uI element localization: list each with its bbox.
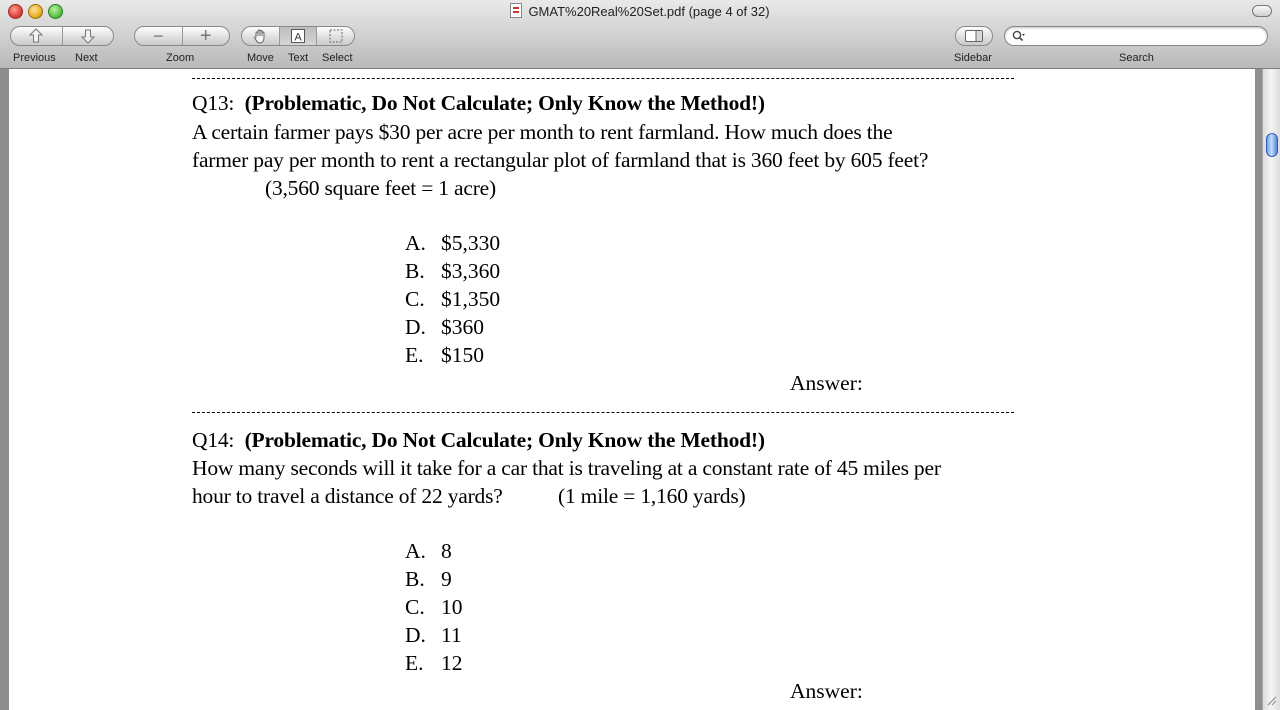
- choice-letter: C.: [405, 287, 425, 311]
- choice-letter: E.: [405, 343, 424, 367]
- move-tool-button[interactable]: [242, 27, 279, 45]
- question-conversion-note: (1 mile = 1,160 yards): [558, 484, 746, 508]
- next-label: Next: [75, 52, 98, 64]
- answer-choice: [405, 287, 500, 312]
- choice-text: $360: [441, 315, 484, 339]
- choice-text: 10: [441, 595, 463, 619]
- separator-line: [192, 78, 1014, 79]
- choice-letter: B.: [405, 567, 425, 591]
- hand-icon: [252, 28, 268, 44]
- text-label: Text: [288, 52, 309, 64]
- choice-letter: D.: [405, 623, 426, 647]
- choice-text: $150: [441, 343, 484, 367]
- answer-choice: [405, 567, 452, 592]
- question-number: Q13:: [192, 91, 235, 115]
- select-tool-button[interactable]: [316, 27, 354, 45]
- answer-choice: [405, 259, 500, 284]
- scrollbar-thumb[interactable]: [1266, 133, 1278, 157]
- tool-mode-control: [241, 26, 355, 46]
- answer-label: Answer:: [790, 679, 863, 703]
- choice-text: 11: [441, 623, 462, 647]
- marquee-select-icon: [328, 28, 344, 44]
- answer-choice: [405, 539, 452, 564]
- choice-text: 12: [441, 651, 463, 675]
- sidebar-label: Sidebar: [954, 52, 992, 64]
- choice-text: 8: [441, 539, 452, 563]
- answer-choice: [405, 651, 463, 676]
- zoom-in-button[interactable]: [182, 27, 230, 45]
- choice-letter: A.: [405, 539, 426, 563]
- search-input[interactable]: [1004, 26, 1268, 46]
- question-text-line: How many seconds will it take for a car that is traveling at a constant rate of 45 miles per: [192, 456, 941, 480]
- choice-text: $5,330: [441, 231, 501, 255]
- answer-choice: [405, 623, 462, 648]
- question-heading: [192, 428, 765, 453]
- answer-choice: [405, 315, 484, 340]
- question-text-line: hour to travel a distance of 22 yards?: [192, 484, 503, 508]
- document-viewport[interactable]: [0, 69, 1262, 710]
- page-navigation-control: [10, 26, 114, 46]
- zoom-label: Zoom: [166, 52, 195, 64]
- arrow-down-icon: [80, 28, 96, 44]
- question-conversion-note: (3,560 square feet = 1 acre): [265, 176, 496, 200]
- move-label: Move: [247, 52, 274, 64]
- window-title: GMAT%20Real%20Set.pdf (page 4 of 32): [528, 4, 770, 19]
- svg-text:A: A: [294, 31, 302, 44]
- answer-choice: [405, 595, 463, 620]
- sidebar-toggle-button[interactable]: [955, 26, 993, 46]
- minus-icon: −: [152, 26, 164, 46]
- question-note: (Problematic, Do Not Calculate; Only Know the Method!): [244, 91, 765, 115]
- window-title-bar: [0, 3, 1280, 19]
- pdf-page: [9, 69, 1255, 710]
- resize-grip-icon[interactable]: [1265, 694, 1277, 706]
- choice-text: 9: [441, 567, 452, 591]
- search-label: Search: [1119, 52, 1154, 64]
- answer-label: Answer:: [790, 371, 863, 395]
- choice-letter: C.: [405, 595, 425, 619]
- next-page-button[interactable]: [62, 27, 114, 45]
- text-tool-button[interactable]: [279, 27, 317, 45]
- window-toolbar: [0, 0, 1280, 69]
- choice-letter: D.: [405, 315, 426, 339]
- vertical-scrollbar[interactable]: [1262, 69, 1280, 710]
- previous-label: Previous: [13, 52, 56, 64]
- zoom-out-button[interactable]: [135, 27, 182, 45]
- text-select-icon: [290, 28, 306, 44]
- toolbar-toggle-button[interactable]: [1252, 5, 1272, 17]
- plus-icon: +: [199, 26, 212, 46]
- zoom-control: [134, 26, 230, 46]
- separator-line: [192, 412, 1014, 413]
- choice-letter: B.: [405, 259, 425, 283]
- search-icon[interactable]: [1012, 30, 1025, 43]
- sidebar-cell[interactable]: [956, 27, 992, 45]
- question-text-line: A certain farmer pays $30 per acre per month to rent farmland. How much does the: [192, 120, 893, 144]
- question-number: Q14:: [192, 428, 235, 452]
- choice-letter: E.: [405, 651, 424, 675]
- choice-letter: A.: [405, 231, 426, 255]
- previous-page-button[interactable]: [11, 27, 62, 45]
- choice-text: $3,360: [441, 259, 501, 283]
- sidebar-icon: [964, 29, 984, 43]
- question-note: (Problematic, Do Not Calculate; Only Know the Method!): [244, 428, 765, 452]
- answer-choice: [405, 343, 484, 368]
- pdf-document-icon: [510, 3, 522, 18]
- question-heading: [192, 91, 765, 116]
- arrow-up-icon: [28, 28, 44, 44]
- question-text-line: farmer pay per month to rent a rectangular plot of farmland that is 360 feet by 605 feet?: [192, 148, 929, 172]
- select-label: Select: [322, 52, 353, 64]
- answer-choice: [405, 231, 500, 256]
- choice-text: $1,350: [441, 287, 501, 311]
